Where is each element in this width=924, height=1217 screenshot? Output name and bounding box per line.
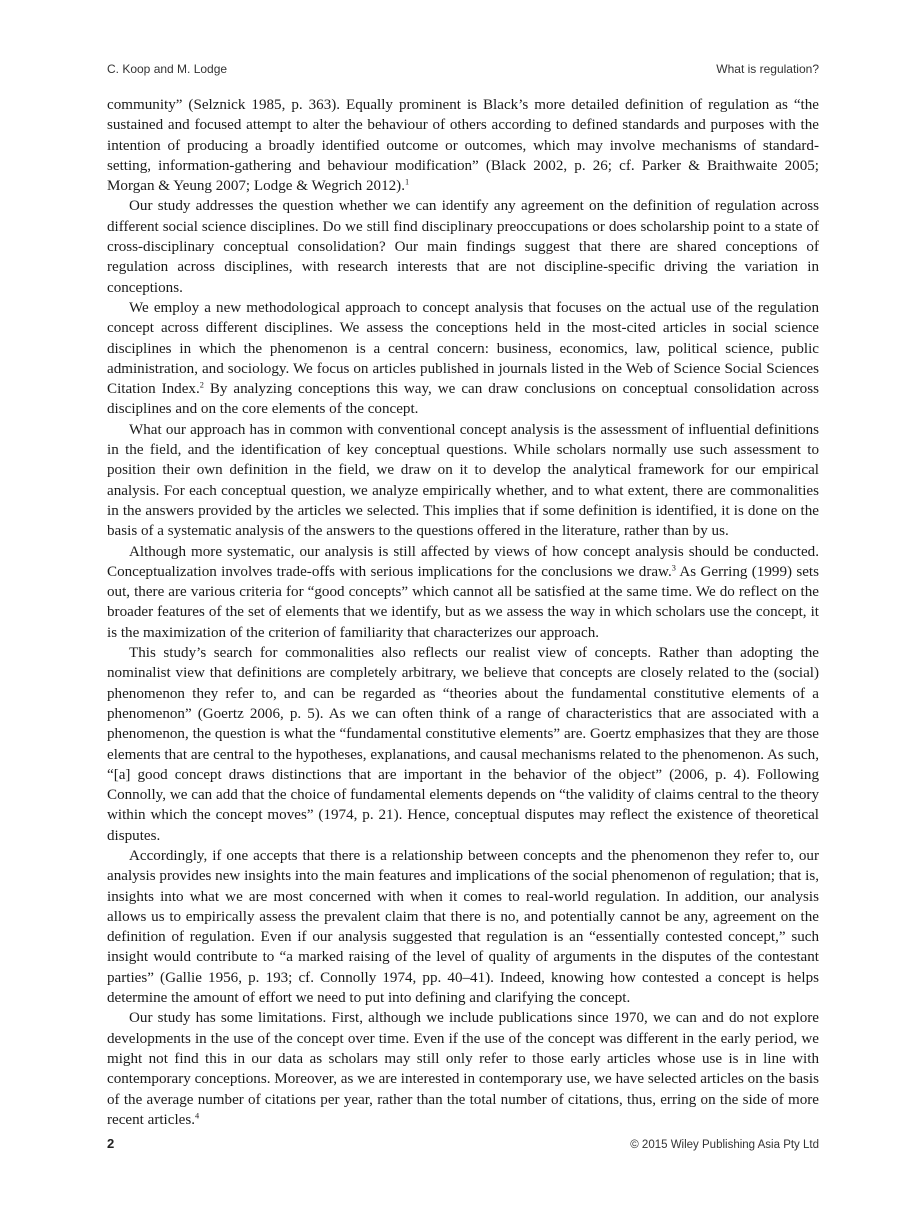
paragraph: Accordingly, if one accepts that there is a relationship between concepts and the phenomenon they refer to, our analysis provides new insights into the main features and implications of the social phenomenon of regulation; that is, insights into what we are most concerned with when it comes to real-world regulation. In addition, our analysis allows us to empirically assess the prevalent claim that there is no, and potentially cannot be any, agreement on the definition of regulation. Even if our analysis suggested that regulation is an “essentially contested concept,” such insight would contribute to “a marked raising of the level of quality of arguments in the disputes of the contestant parties” (Gallie 1956, p. 193; cf. Connolly 1974, pp. 40–41). Indeed, knowing how contested a concept is helps determine the amount of effort we need to put into defining and clarifying the concept. xyxy=(107,847,819,1007)
page-number: 2 xyxy=(107,1136,115,1151)
paragraph: Although more systematic, our analysis is still affected by views of how concept analysis should be conducted. Conceptualization involves trade-offs with serious implications for the conclusions we draw.$^3$ As Gerring (1999) sets out, there are various criteria for “good concepts” which cannot all be satisfied at the same time. We do reflect on the broader features of the set of elements that we identify, but as we assess the way in which scholars use the concept, it is the maximization of the criterion of familiarity that characterizes our approach. xyxy=(107,543,819,641)
footnote-marker[interactable]: 2 xyxy=(199,380,204,390)
paragraph: What our approach has in common with conventional concept analysis is the assessment of influential definitions in the field, and the identification of key conceptual questions. While scholars normally use such assessment to position their own definition in the field, we draw on it to develop the analytical framework for our empirical analysis. For each conceptual question, we analyze empirically whether, and to what extent, there are commonalities in the answers provided by the articles we selected. This implies that if some definition is identified, it is done on the basis of a systematic analysis of the answers to the questions offered in the literature, rather than by us. xyxy=(107,421,819,540)
footnote-marker[interactable]: 1 xyxy=(404,177,410,187)
copyright-notice: © 2015 Wiley Publishing Asia Pty Ltd xyxy=(630,1139,819,1151)
paragraph: community” (Selznick 1985, p. 363). Equally prominent is Black’s more detailed definition of regulation as “the sustained and focused attempt to alter the behaviour of others according to defined standards and purposes with the intention of producing a broadly identified outcome or outcomes, which may involve mechanisms of standard-setting, information-gathering and behaviour modification” (Black 2002, p. 26; cf. Parker & Braithwaite 2005; Morgan & Yeung 2007; Lodge & Wegrich 2012).$^1$ xyxy=(107,97,819,195)
paragraph: Our study has some limitations. First, although we include publications since 1970, we can and do not explore developments in the use of the concept over time. Even if the use of the concept was different in the early period, we might not find this in our data as scholars may still only refer to those early articles whose use is in line with contemporary conceptions. Moreover, as we are interested in contemporary use, we have selected articles on the basis of the average number of citations per year, rather than the total number of citations, thus, erring on the side of more recent articles.$^4$ xyxy=(107,1010,819,1128)
header-title: What is regulation? xyxy=(716,62,819,76)
paragraph: We employ a new methodological approach to concept analysis that focuses on the actual use of the regulation concept across different disciplines. We assess the conceptions held in the most-cited articles in social science disciplines in which the phenomenon is a central concern: business, economics, law, political science, public administration, and sociology. We focus on articles published in journals listed in the Web of Science Social Sciences Citation Index.$^2$ By analyzing conceptions this way, we can draw conclusions on conceptual consolidation across disciplines and on the core elements of the concept. xyxy=(107,299,819,418)
running-header xyxy=(107,62,819,76)
footnote-marker[interactable]: 4 xyxy=(195,1111,200,1121)
paragraph: Our study addresses the question whether we can identify any agreement on the definition of regulation across different social science disciplines. Do we still find disciplinary preoccupations or does scholarship point to a state of cross-disciplinary conceptual consolidation? Our main findings suggest that there are shared conceptions of regulation across disciplines, with research interests that are not discipline-specific driving the variation in conceptions. xyxy=(107,198,819,296)
paragraph: This study’s search for commonalities also reflects our realist view of concepts. Rather than adopting the nominalist view that definitions are completely arbitrary, we believe that concepts are closely related to the (social) phenomenon they refer to, and can be regarded as “theories about the fundamental constitutive elements of a phenomenon” (Goertz 2006, p. 5). As we can often think of a range of characteristics that are associated with a phenomenon, the question is what the “fundamental constitutive elements” are. Goertz emphasizes that they are those elements that are central to the hypotheses, explanations, and causal mechanisms related to the phenomenon. As such, “[a] good concept draws distinctions that are important in the behavior of the object” (2006, p. 4). Following Connolly, we can add that the choice of fundamental elements depends on “the validity of claims central to the theory within which the concept moves” (1974, p. 21). Hence, conceptual disputes may reflect the existence of theoretical disputes. xyxy=(107,645,819,844)
page-footer xyxy=(107,1136,819,1151)
footnote-marker[interactable]: 3 xyxy=(671,563,676,573)
body-text xyxy=(107,95,819,1130)
header-authors: C. Koop and M. Lodge xyxy=(107,62,228,76)
